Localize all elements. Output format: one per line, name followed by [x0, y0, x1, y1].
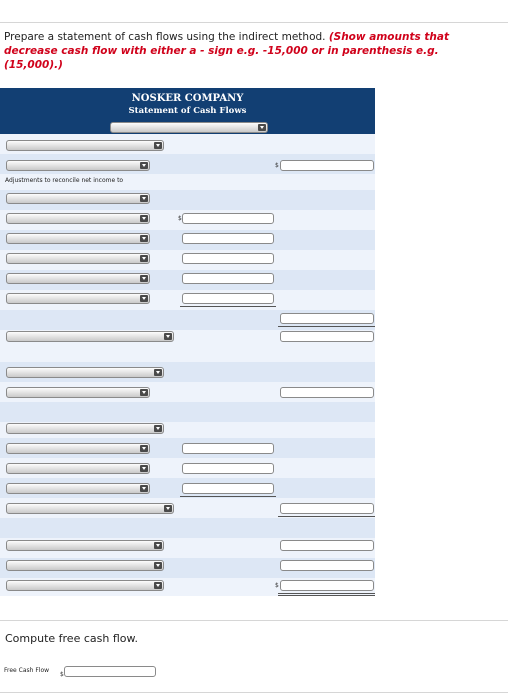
chevron-down-icon [154, 142, 162, 149]
row-stripe [0, 518, 375, 538]
amount-input[interactable] [182, 293, 274, 304]
instructions-emphasis: (Show amounts that decrease cash flow with either a - sign e.g. -15,000 or in parenthesis e.g. (15,000).) [4, 31, 449, 71]
amount-input[interactable] [182, 233, 274, 244]
chevron-down-icon [140, 295, 148, 302]
chevron-down-icon [140, 215, 148, 222]
adjustment-dropdown[interactable] [6, 233, 150, 244]
statement-title: Statement of Cash Flows [128, 106, 247, 116]
dollar-sign: $ [275, 162, 279, 169]
chevron-down-icon [154, 425, 162, 432]
amount-input[interactable] [182, 443, 274, 454]
chevron-down-icon [164, 333, 172, 340]
chevron-down-icon [154, 542, 162, 549]
chevron-down-icon [140, 235, 148, 242]
line-item-dropdown[interactable] [6, 367, 164, 378]
top-divider [0, 22, 508, 23]
chevron-down-icon [140, 195, 148, 202]
chevron-down-icon [140, 389, 148, 396]
chevron-down-icon [140, 162, 148, 169]
total-input[interactable] [280, 503, 374, 514]
line-item-dropdown[interactable] [6, 483, 150, 494]
section-heading-dropdown[interactable] [6, 331, 174, 342]
chevron-down-icon [140, 255, 148, 262]
total-input[interactable] [280, 313, 374, 324]
dollar-sign: $ [275, 582, 279, 589]
adjustment-dropdown[interactable] [6, 273, 150, 284]
chevron-down-icon [140, 465, 148, 472]
instructions [4, 30, 500, 72]
chevron-down-icon [154, 582, 162, 589]
row-stripe [0, 402, 375, 422]
chevron-down-icon [164, 505, 172, 512]
line-item-dropdown[interactable] [6, 387, 150, 398]
bottom-divider [0, 692, 508, 693]
ending-cash-input[interactable] [280, 580, 374, 591]
adjustment-dropdown[interactable] [6, 213, 150, 224]
chevron-down-icon [258, 124, 266, 131]
subtotal-underline [180, 496, 276, 497]
subtotal-underline [180, 306, 276, 307]
amount-input[interactable] [182, 483, 274, 494]
line-item-dropdown[interactable] [6, 160, 150, 171]
period-dropdown[interactable] [110, 122, 268, 133]
chevron-down-icon [154, 562, 162, 569]
amount-input[interactable] [280, 387, 374, 398]
compute-heading: Compute free cash flow. [5, 632, 138, 645]
chevron-down-icon [140, 445, 148, 452]
chevron-down-icon [140, 485, 148, 492]
free-cash-flow-label: Free Cash Flow [4, 667, 50, 674]
subtotal-underline [278, 326, 375, 327]
line-item-dropdown[interactable] [6, 443, 150, 454]
double-underline [278, 595, 375, 596]
section-divider [0, 620, 508, 621]
chevron-down-icon [154, 369, 162, 376]
amount-input[interactable] [182, 213, 274, 224]
amount-input[interactable] [182, 463, 274, 474]
dollar-sign: $ [60, 671, 64, 678]
free-cash-flow-input[interactable] [64, 666, 156, 677]
total-input[interactable] [280, 560, 374, 571]
adjustment-dropdown[interactable] [6, 253, 150, 264]
subtotal-underline [278, 516, 375, 517]
line-item-dropdown[interactable] [6, 140, 164, 151]
adjustments-label: Adjustments to reconcile net income to [5, 177, 124, 184]
adjustment-dropdown[interactable] [6, 293, 150, 304]
company-name: NOSKER COMPANY [131, 93, 244, 104]
chevron-down-icon [140, 275, 148, 282]
amount-input[interactable] [182, 253, 274, 264]
line-item-dropdown[interactable] [6, 463, 150, 474]
amount-input[interactable] [182, 273, 274, 284]
section-heading-dropdown[interactable] [6, 503, 174, 514]
double-underline [278, 593, 375, 594]
adjustment-dropdown[interactable] [6, 193, 150, 204]
summary-dropdown[interactable] [6, 540, 164, 551]
summary-dropdown[interactable] [6, 580, 164, 591]
summary-dropdown[interactable] [6, 560, 164, 571]
total-input[interactable] [280, 540, 374, 551]
dollar-sign: $ [178, 215, 182, 222]
total-input[interactable] [280, 331, 374, 342]
instructions-text: Prepare a statement of cash flows using the indirect method. [4, 31, 329, 43]
amount-input[interactable] [280, 160, 374, 171]
line-item-dropdown[interactable] [6, 423, 164, 434]
